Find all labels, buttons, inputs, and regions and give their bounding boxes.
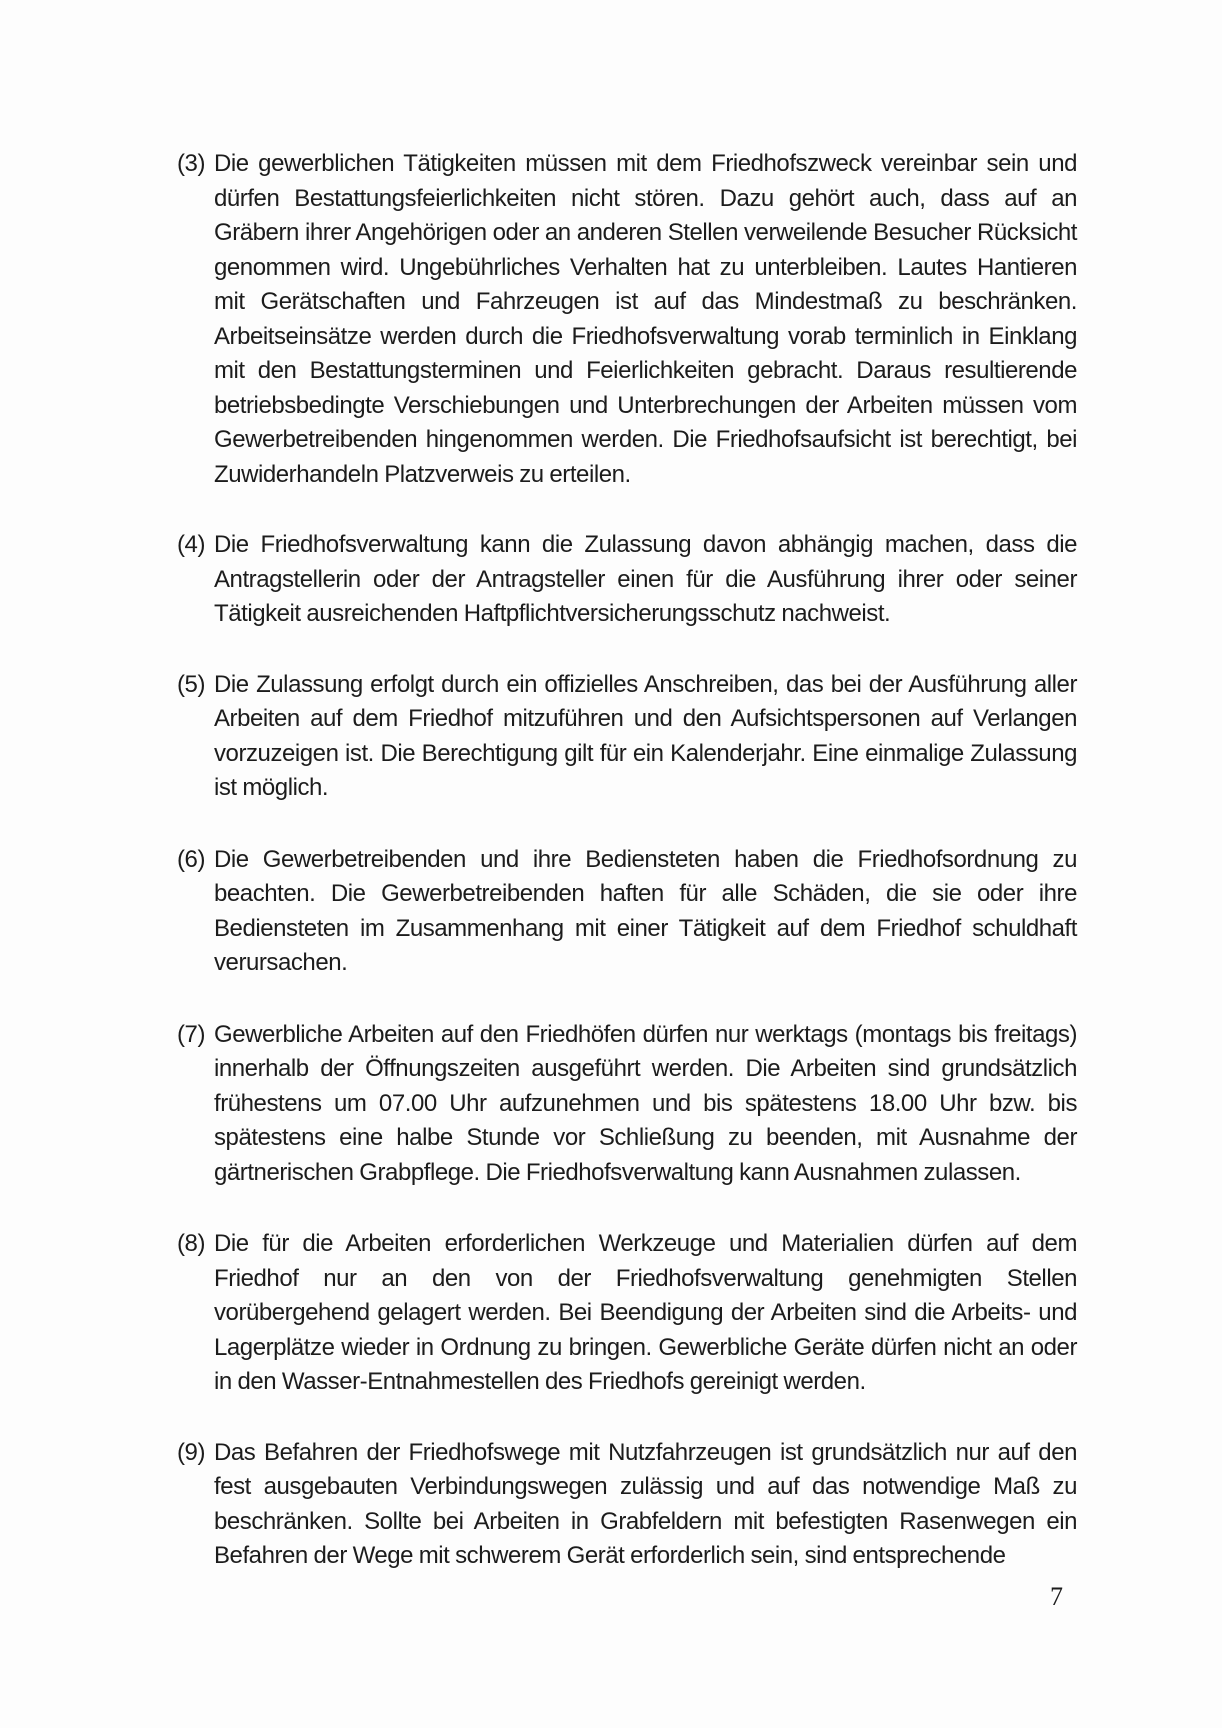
paragraph-6 [177, 843, 1077, 981]
paragraph-text: Die Zulassung erfolgt durch ein offizielles Anschreiben, das bei der Ausführung aller Arbeiten auf dem Friedhof mitzuführen und den Aufsichtspersonen auf Verlangen vorzuzeigen ist. Die Berechtigung gilt für ein Kalenderjahr. Eine einmalige Zulassung ist möglich. [214, 670, 1077, 801]
paragraph-5 [177, 668, 1077, 806]
paragraph-text: Die gewerblichen Tätigkeiten müssen mit dem Friedhofszweck vereinbar sein und dürfen Bestattungsfeierlichkeiten nicht stören. Dazu gehört auch, dass auf an Gräbern ihrer Angehörigen oder an anderen Stellen verweilende Besucher Rücksicht genommen wird. Ungebührliches Verhalten hat zu unterbleiben. Lautes Hantieren mit Gerätschaften und Fahrzeugen ist auf das Mindestmaß zu beschränken. Arbeitseinsätze werden durch die Friedhofsverwaltung vorab terminlich in Einklang mit den Bestattungsterminen und Feierlichkeiten gebracht. Daraus resultierende betriebsbedingte Verschiebungen und Unterbrechungen der Arbeiten müssen vom Gewerbetreibenden hingenommen werden. Die Friedhofsaufsicht ist berechtigt, bei Zuwiderhandeln Platzverweis zu erteilen. [214, 150, 1077, 488]
paragraph-number: (8) [177, 1230, 205, 1257]
paragraph-text: Die Friedhofsverwaltung kann die Zulassung davon abhängig machen, dass die Antragstellerin oder der Antragsteller einen für die Ausführung ihrer oder seiner Tätigkeit ausreichenden Haftpflichtversicherungsschutz nachweist. [214, 531, 1077, 627]
paragraph-4 [177, 528, 1077, 632]
paragraph-number: (9) [177, 1438, 205, 1466]
paragraph-3 [177, 147, 1077, 492]
paragraph-text: Die Gewerbetreibenden und ihre Bediensteten haben die Friedhofsordnung zu beachten. Die Gewerbetreibenden haften für alle Schäden, die sie oder ihre Bediensteten im Zusammenhang mit einer Tätigkeit auf dem Friedhof schuldhaft verursachen. [214, 845, 1077, 976]
paragraph-number: (4) [177, 531, 205, 558]
paragraph-text: Die für die Arbeiten erforderlichen Werkzeuge und Materialien dürfen auf dem Friedhof nur an den von der Friedhofsverwaltung genehmigten Stellen vorübergehend gelagert werden. Bei Beendigung der Arbeiten sind die Arbeits- und Lagerplätze wieder in Ordnung zu bringen. Gewerbliche Geräte dürfen nicht an oder in den Wasser-Entnahmestellen des Friedhofs gereinigt werden. [214, 1230, 1077, 1395]
paragraph-number: (7) [177, 1020, 205, 1048]
paragraph-number: (5) [177, 670, 205, 698]
paragraph-8 [177, 1227, 1077, 1400]
paragraph-text: Das Befahren der Friedhofswege mit Nutzfahrzeugen ist grundsätzlich nur auf den fest ausgebauten Verbindungswegen zulässig und auf das notwendige Maß zu beschränken. Sollte bei Arbeiten in Grabfeldern mit befestigten Rasenwegen ein Befahren der Wege mit schwerem Gerät erforderlich sein, sind entsprechende [214, 1438, 1077, 1569]
page-number: 7 [1050, 1582, 1063, 1611]
paragraph-list [177, 147, 1077, 1610]
paragraph-number: (6) [177, 845, 205, 873]
paragraph-text: Gewerbliche Arbeiten auf den Friedhöfen dürfen nur werktags (montags bis freitags) innerhalb der Öffnungszeiten ausgeführt werden. Die Arbeiten sind grundsätzlich frühestens um 07.00 Uhr aufzunehmen und bis spätestens 18.00 Uhr bzw. bis spätestens eine halbe Stunde vor Schließung zu beenden, mit Ausnahme der gärtnerischen Grabpflege. Die Friedhofsverwaltung kann Ausnahmen zulassen. [214, 1020, 1077, 1186]
paragraph-7 [177, 1018, 1077, 1191]
paragraph-number: (3) [177, 150, 205, 177]
paragraph-9 [177, 1436, 1077, 1574]
